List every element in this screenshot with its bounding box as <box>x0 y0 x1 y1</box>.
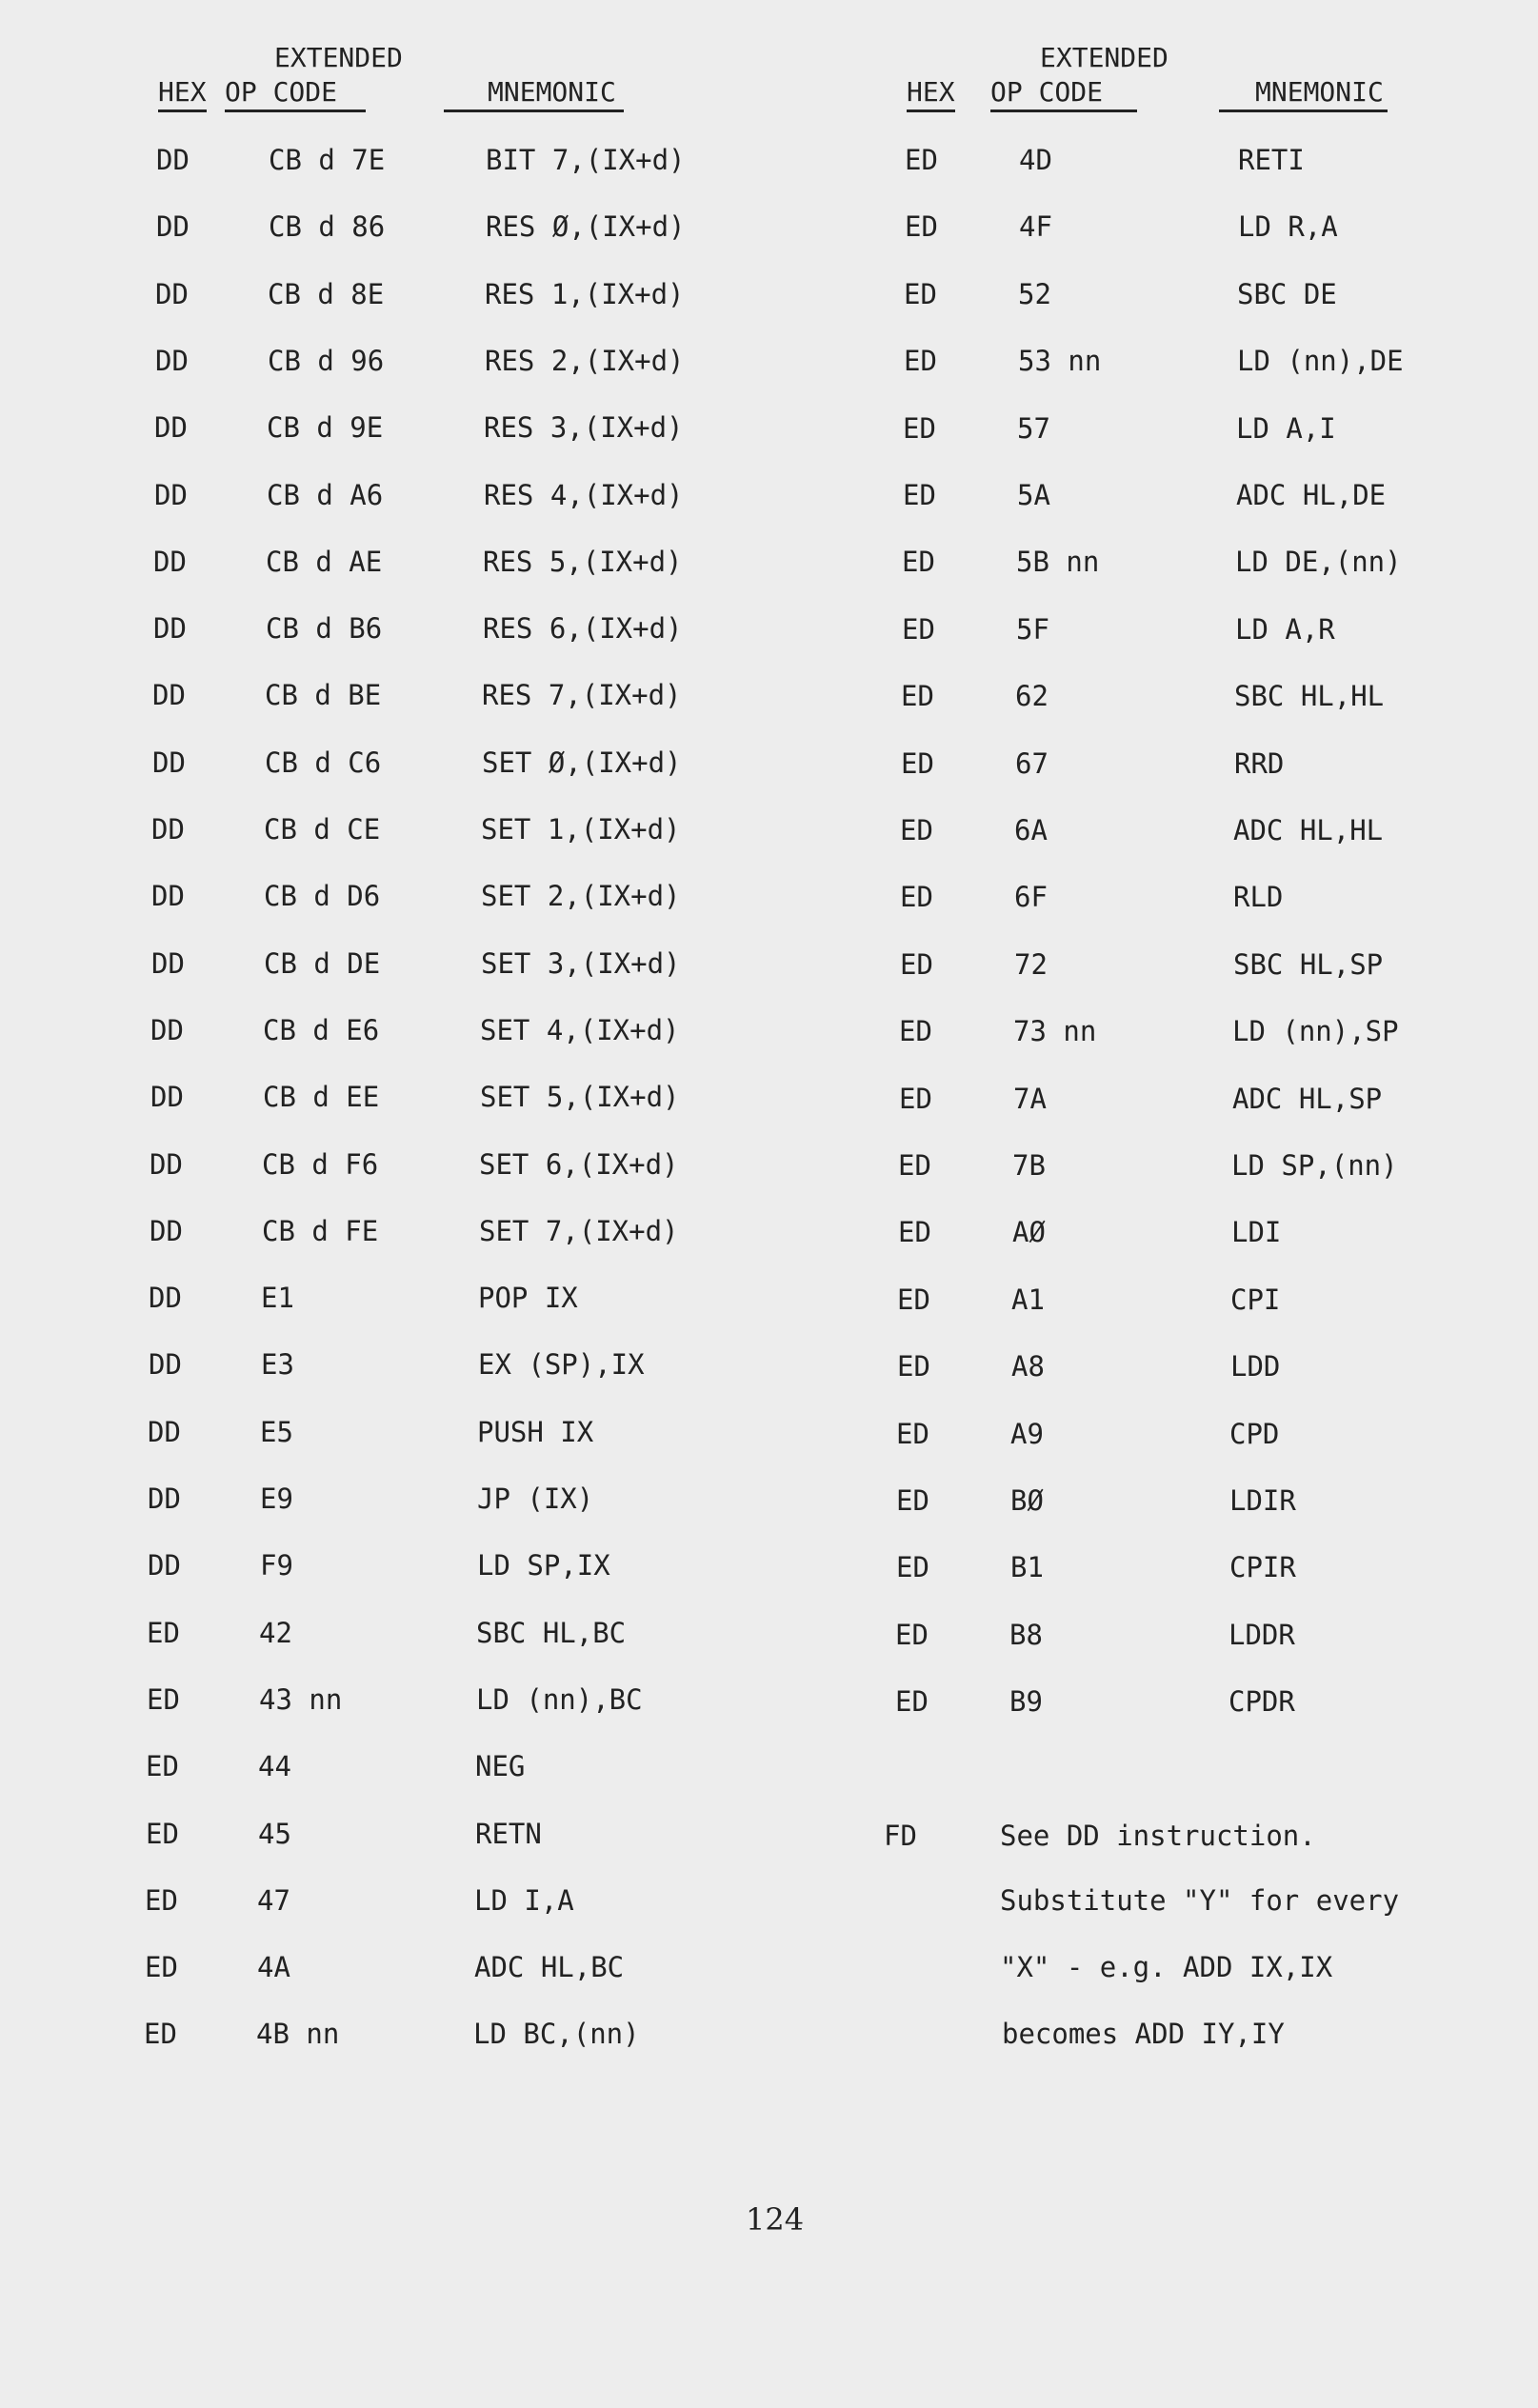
right-row-hex: ED <box>896 1551 929 1584</box>
right-row-mnemonic: SBC DE <box>1237 277 1337 310</box>
right-row-hex: ED <box>900 881 933 914</box>
left-row-mnemonic: LD I,A <box>474 1883 574 1917</box>
right-row-hex: ED <box>900 814 933 846</box>
left-row-opcode: CB d DE <box>264 946 381 980</box>
left-row-hex: DD <box>153 612 187 646</box>
left-row-hex: DD <box>150 1013 184 1046</box>
right-row-mnemonic: ADC HL,DE <box>1236 479 1387 511</box>
left-row-opcode: CB d F6 <box>262 1147 379 1181</box>
right-row-opcode: 53 nn <box>1018 345 1102 378</box>
right-row-opcode: 7B <box>1012 1149 1046 1182</box>
right-row-opcode: 7A <box>1013 1082 1047 1115</box>
left-row-mnemonic: RETN <box>475 1817 542 1850</box>
left-row-opcode: CB d 9E <box>267 411 384 445</box>
right-row-opcode: 72 <box>1014 947 1048 981</box>
left-row-mnemonic: SET 5,(IX+d) <box>480 1081 680 1114</box>
left-row-opcode: CB d CE <box>264 813 381 846</box>
left-row-hex: DD <box>155 344 189 377</box>
left-row-hex: ED <box>147 1616 180 1649</box>
left-row-mnemonic: SET 4,(IX+d) <box>480 1013 680 1046</box>
right-row-mnemonic: LD (nn),DE <box>1237 345 1404 378</box>
right-row-hex: ED <box>898 1216 931 1249</box>
right-row-opcode: 4F <box>1019 210 1052 244</box>
left-row-hex: ED <box>144 2018 177 2051</box>
left-row-hex: DD <box>148 1549 181 1582</box>
left-row-mnemonic: NEG <box>475 1750 526 1783</box>
right-row-opcode: AØ <box>1012 1216 1046 1249</box>
right-row-opcode: 5B nn <box>1016 546 1100 579</box>
right-row-mnemonic: RLD <box>1233 881 1284 914</box>
left-row-mnemonic: SET 6,(IX+d) <box>479 1147 679 1181</box>
left-row-hex: DD <box>150 1147 183 1181</box>
left-row-hex: DD <box>152 746 186 779</box>
left-header-opcode: OP CODE <box>225 76 366 112</box>
right-row-mnemonic: LDDR <box>1228 1618 1295 1651</box>
fd-note-line-2: Substitute "Y" for every <box>1000 1884 1400 1917</box>
left-row-opcode: E3 <box>261 1348 294 1382</box>
right-row-opcode: A8 <box>1011 1350 1045 1383</box>
left-row-hex: DD <box>149 1348 182 1382</box>
left-row-hex: ED <box>145 1951 178 1984</box>
left-row-hex: ED <box>146 1750 179 1783</box>
left-row-opcode: CB d E6 <box>263 1013 380 1046</box>
left-row-hex: DD <box>150 1214 183 1247</box>
left-row-hex: DD <box>156 144 190 176</box>
right-row-hex: ED <box>900 947 933 981</box>
right-row-mnemonic: CPI <box>1230 1283 1281 1316</box>
right-row-hex: ED <box>897 1283 930 1316</box>
right-row-hex: ED <box>895 1685 929 1719</box>
right-row-hex: ED <box>901 746 934 780</box>
right-header-hex: HEX <box>907 76 955 112</box>
fd-note-line-1: See DD instruction. <box>1000 1820 1316 1852</box>
left-row-hex: DD <box>154 411 188 445</box>
left-row-hex: DD <box>153 545 187 578</box>
left-row-mnemonic: JP (IX) <box>477 1483 594 1515</box>
right-row-opcode: 73 nn <box>1013 1015 1097 1048</box>
fd-note-line-3: "X" - e.g. ADD IX,IX <box>1000 1951 1333 1983</box>
left-row-opcode: 4A <box>257 1951 290 1984</box>
left-row-hex: DD <box>149 1282 182 1315</box>
left-row-hex: DD <box>151 813 185 846</box>
right-row-mnemonic: LD SP,(nn) <box>1231 1149 1398 1182</box>
left-row-mnemonic: EX (SP),IX <box>478 1348 645 1382</box>
right-row-mnemonic: LD (nn),SP <box>1232 1015 1399 1048</box>
left-row-hex: DD <box>154 478 188 511</box>
left-row-opcode: E1 <box>261 1282 294 1315</box>
right-row-mnemonic: RETI <box>1238 144 1305 176</box>
right-row-hex: ED <box>895 1618 929 1651</box>
right-row-mnemonic: LDI <box>1231 1216 1282 1249</box>
left-row-mnemonic: RES 4,(IX+d) <box>484 478 684 511</box>
left-row-mnemonic: RES 2,(IX+d) <box>485 344 685 377</box>
right-row-hex: ED <box>897 1350 930 1383</box>
right-row-mnemonic: LD A,R <box>1235 612 1335 646</box>
right-header-mnemonic: MNEMONIC <box>1219 76 1388 112</box>
right-row-opcode: A9 <box>1010 1417 1044 1450</box>
right-row-mnemonic: SBC HL,HL <box>1234 680 1385 713</box>
left-row-opcode: CB d AE <box>266 545 383 578</box>
left-row-opcode: CB d C6 <box>265 746 382 779</box>
left-row-mnemonic: LD (nn),BC <box>476 1682 643 1716</box>
left-row-opcode: 42 <box>259 1616 292 1649</box>
left-row-mnemonic: RES 1,(IX+d) <box>485 277 685 310</box>
left-row-mnemonic: SET 2,(IX+d) <box>481 880 681 913</box>
left-row-mnemonic: RES 3,(IX+d) <box>484 411 684 445</box>
left-row-mnemonic: ADC HL,BC <box>474 1951 625 1984</box>
right-row-mnemonic: ADC HL,SP <box>1232 1082 1383 1115</box>
left-row-hex: DD <box>150 1081 184 1114</box>
left-row-hex: ED <box>146 1817 179 1850</box>
left-row-hex: DD <box>148 1483 181 1515</box>
right-header-extended: EXTENDED <box>1040 42 1168 73</box>
right-row-hex: ED <box>901 680 934 713</box>
right-row-opcode: 62 <box>1015 680 1049 713</box>
left-row-mnemonic: LD BC,(nn) <box>473 2018 640 2051</box>
left-row-opcode: CB d 86 <box>269 210 386 244</box>
right-row-opcode: 6A <box>1014 814 1048 846</box>
right-row-mnemonic: CPD <box>1229 1417 1280 1450</box>
right-row-opcode: A1 <box>1011 1283 1045 1316</box>
right-row-hex: ED <box>898 1149 931 1182</box>
right-row-opcode: BØ <box>1010 1484 1044 1517</box>
left-row-hex: DD <box>155 277 189 310</box>
left-row-mnemonic: SBC HL,BC <box>476 1616 627 1649</box>
left-row-opcode: E5 <box>260 1415 293 1448</box>
left-row-opcode: 45 <box>258 1817 291 1850</box>
right-row-hex: ED <box>896 1484 929 1517</box>
right-row-opcode: 5F <box>1016 612 1049 646</box>
left-row-opcode: CB d EE <box>263 1081 380 1114</box>
left-row-opcode: 44 <box>258 1750 291 1783</box>
left-row-opcode: CB d 8E <box>268 277 385 310</box>
left-header-extended: EXTENDED <box>274 42 403 73</box>
right-row-mnemonic: ADC HL,HL <box>1233 814 1384 846</box>
left-row-hex: DD <box>148 1415 181 1448</box>
right-row-mnemonic: LDIR <box>1229 1484 1296 1517</box>
right-row-mnemonic: CPIR <box>1229 1551 1296 1584</box>
left-row-opcode: F9 <box>260 1549 293 1582</box>
right-row-hex: ED <box>903 411 936 445</box>
right-row-hex: ED <box>904 345 937 378</box>
right-row-hex: ED <box>902 612 935 646</box>
right-row-hex: ED <box>899 1015 932 1048</box>
left-row-mnemonic: PUSH IX <box>477 1415 594 1448</box>
right-row-mnemonic: LD DE,(nn) <box>1235 546 1402 579</box>
right-row-mnemonic: RRD <box>1234 746 1285 780</box>
right-row-hex: ED <box>899 1082 932 1115</box>
left-row-mnemonic: RES Ø,(IX+d) <box>486 210 686 244</box>
right-row-opcode: B8 <box>1009 1618 1043 1651</box>
left-row-mnemonic: SET 1,(IX+d) <box>481 813 681 846</box>
fd-hex: FD <box>884 1820 917 1852</box>
right-row-hex: ED <box>902 546 935 579</box>
left-row-opcode: 47 <box>257 1883 290 1917</box>
right-row-opcode: 52 <box>1018 277 1051 310</box>
left-row-mnemonic: POP IX <box>478 1282 578 1315</box>
left-row-opcode: CB d 96 <box>268 344 385 377</box>
left-row-opcode: CB d FE <box>262 1214 379 1247</box>
right-row-opcode: 6F <box>1014 881 1048 914</box>
right-row-hex: ED <box>904 277 937 310</box>
left-row-mnemonic: BIT 7,(IX+d) <box>486 144 686 176</box>
page-number: 124 <box>746 2201 805 2238</box>
right-header-opcode: OP CODE <box>990 76 1137 112</box>
left-row-mnemonic: LD SP,IX <box>477 1549 610 1582</box>
left-row-mnemonic: RES 5,(IX+d) <box>483 545 683 578</box>
left-row-hex: DD <box>156 210 190 244</box>
left-row-opcode: CB d A6 <box>267 478 384 511</box>
left-row-opcode: 4B nn <box>256 2018 340 2051</box>
left-row-mnemonic: RES 7,(IX+d) <box>482 679 682 712</box>
right-row-hex: ED <box>905 210 938 244</box>
fd-note-line-4: becomes ADD IY,IY <box>1002 2018 1285 2050</box>
left-row-opcode: CB d B6 <box>266 612 383 646</box>
left-row-mnemonic: SET 3,(IX+d) <box>481 946 681 980</box>
left-row-hex: ED <box>145 1883 178 1917</box>
left-header-mnemonic: MNEMONIC <box>444 76 624 112</box>
left-row-opcode: 43 nn <box>259 1682 343 1716</box>
right-row-mnemonic: LD R,A <box>1238 210 1338 244</box>
left-row-opcode: E9 <box>260 1483 293 1515</box>
right-row-opcode: B1 <box>1010 1551 1044 1584</box>
left-row-opcode: CB d BE <box>265 679 382 712</box>
left-row-mnemonic: RES 6,(IX+d) <box>483 612 683 646</box>
right-row-mnemonic: LDD <box>1230 1350 1281 1383</box>
left-row-opcode: CB d D6 <box>264 880 381 913</box>
right-row-mnemonic: SBC HL,SP <box>1233 947 1384 981</box>
right-row-opcode: 57 <box>1017 411 1050 445</box>
right-row-opcode: B9 <box>1009 1685 1043 1719</box>
left-row-hex: ED <box>147 1682 180 1716</box>
right-row-opcode: 67 <box>1015 746 1049 780</box>
right-row-opcode: 5A <box>1017 479 1050 511</box>
right-row-mnemonic: CPDR <box>1228 1685 1295 1719</box>
left-header-hex: HEX <box>158 76 207 112</box>
left-row-hex: DD <box>152 679 186 712</box>
right-row-hex: ED <box>905 144 938 176</box>
left-row-mnemonic: SET Ø,(IX+d) <box>482 746 682 779</box>
right-row-hex: ED <box>896 1417 929 1450</box>
right-row-mnemonic: LD A,I <box>1236 411 1336 445</box>
left-row-hex: DD <box>151 946 185 980</box>
left-row-mnemonic: SET 7,(IX+d) <box>479 1214 679 1247</box>
left-row-opcode: CB d 7E <box>269 144 386 176</box>
left-row-hex: DD <box>151 880 185 913</box>
right-row-hex: ED <box>903 479 936 511</box>
right-row-opcode: 4D <box>1019 144 1052 176</box>
